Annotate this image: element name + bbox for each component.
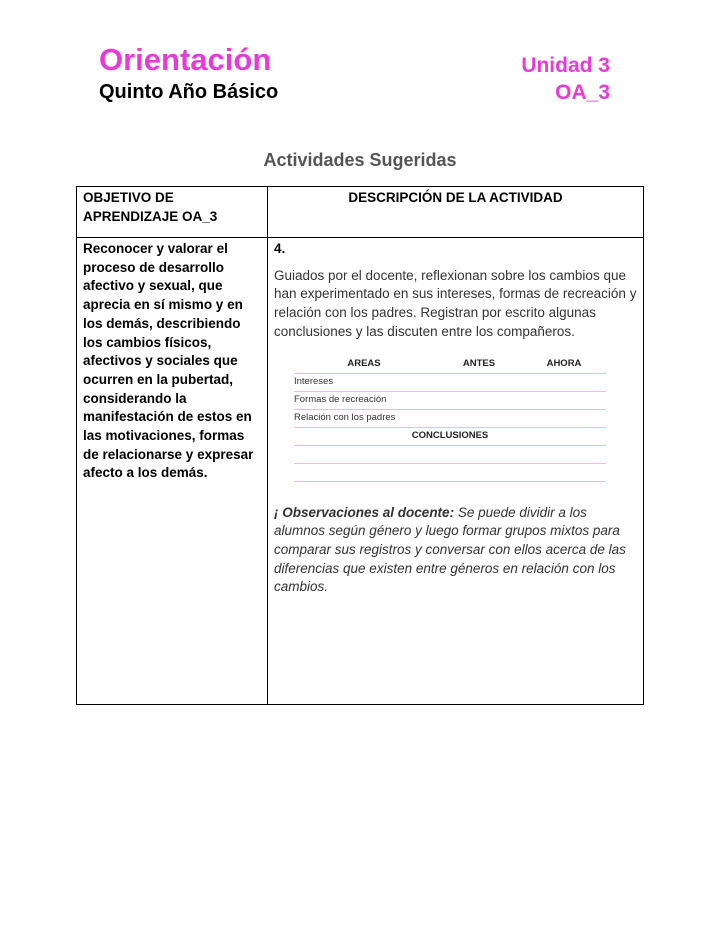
col-header-description: DESCRIPCIÓN DE LA ACTIVIDAD	[268, 187, 644, 238]
col-header-objective: OBJETIVO DE APRENDIZAJE OA_3	[77, 187, 268, 238]
activity-number: 4.	[274, 241, 286, 256]
objective-text: Reconocer y valorar el proceso de desarrollo afectivo y sexual, que aprecia en sí mismo y en los demás, describiendo los cambios físicos, afectivos y sociales que ocurren en la pubertad, considerando la manifestación de estos en las motivaciones, formas de relacionarse y expresar afecto a los demás.	[77, 238, 268, 705]
ws-row: Intereses	[294, 374, 606, 392]
ws-blank-row	[294, 446, 606, 464]
activity-text: Guiados por el docente, reflexionan sobre los cambios que han experimentado en sus intereses, formas de recreación y relación con los padres. Registran por escrito algunas conclusiones y las discuten entre los compañeros.	[274, 267, 637, 339]
grade-subtitle: Quinto Año Básico	[99, 81, 279, 103]
observations	[274, 504, 637, 598]
subject-title: Orientación	[99, 42, 272, 77]
activity-cell	[268, 238, 644, 705]
worksheet-image	[294, 356, 606, 482]
ws-row: Formas de recreación	[294, 392, 606, 410]
ws-blank-row	[294, 464, 606, 482]
ws-conclusions: CONCLUSIONES	[294, 428, 606, 446]
ws-header-ahora: AHORA	[546, 357, 582, 369]
oa-label: OA_3	[555, 81, 610, 104]
unit-label: Unidad 3	[521, 54, 610, 77]
ws-header-antes: ANTES	[462, 357, 496, 369]
section-title: Actividades Sugeridas	[263, 150, 457, 170]
ws-header-areas: AREAS	[347, 357, 381, 369]
ws-row: Relación con los padres	[294, 410, 606, 428]
obs-text: Se puede dividir a los alumnos según género y luego formar grupos mixtos para comparar sus registros y conversar con ellos acerca de las diferencias que existen entre géneros en relación con los cambios.	[274, 504, 626, 595]
obs-label: ¡ Observaciones al docente:	[274, 504, 455, 520]
activities-table	[76, 186, 644, 705]
